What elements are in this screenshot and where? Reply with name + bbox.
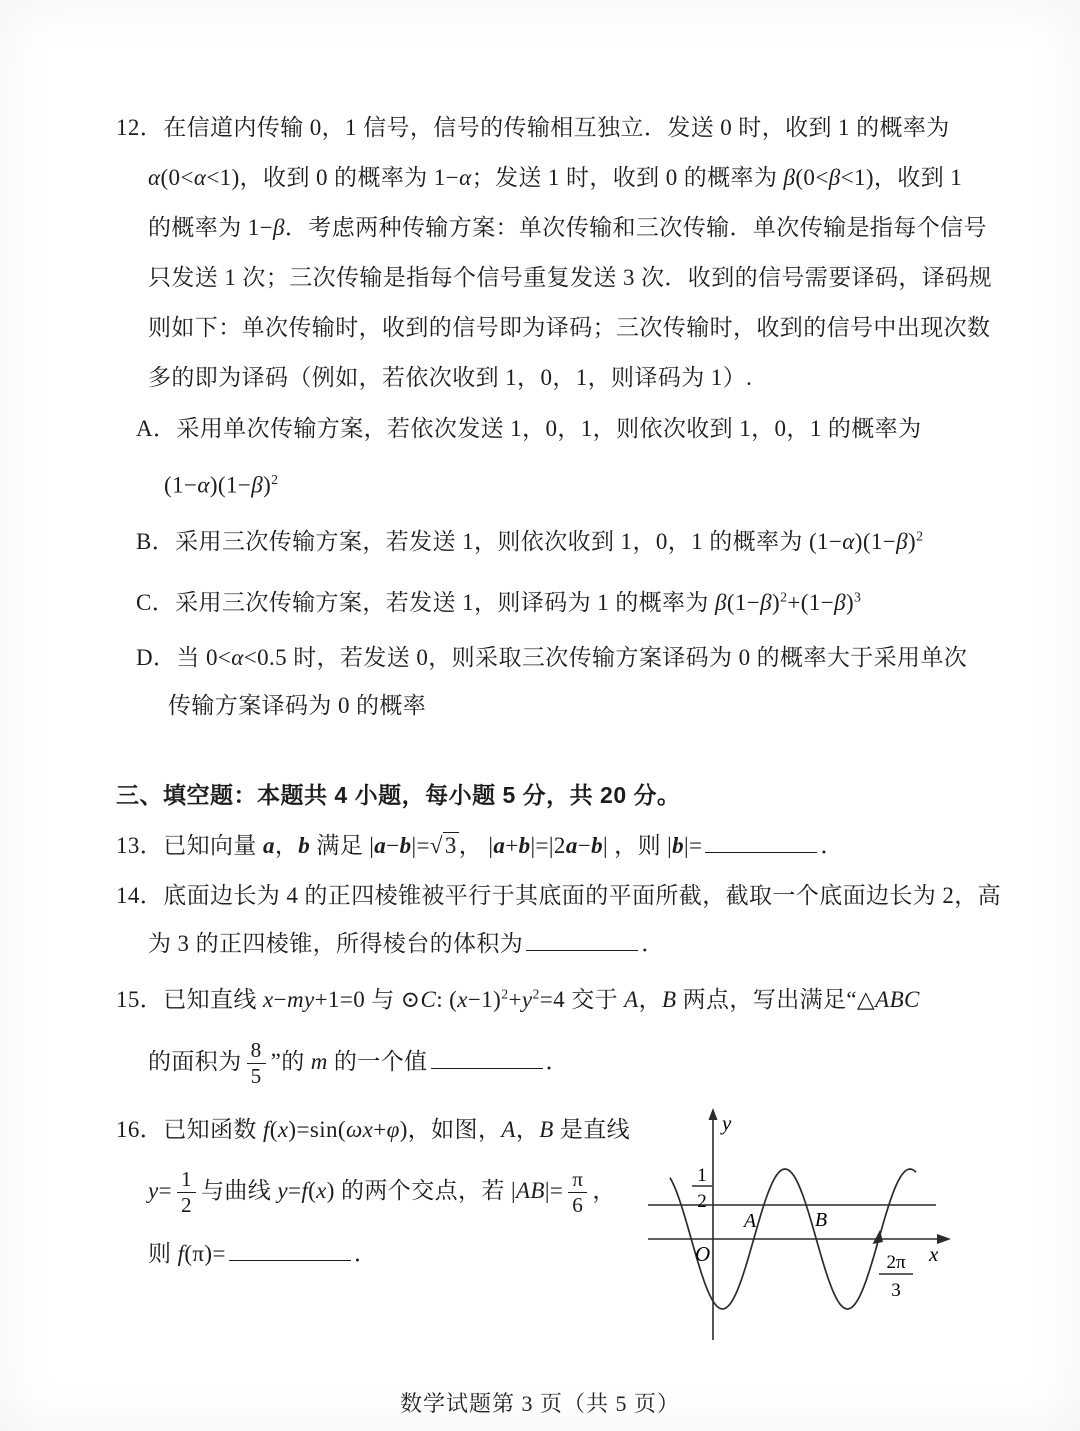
q15-number: 15． (116, 986, 164, 1012)
question-15 (116, 968, 982, 1098)
q13-line (116, 820, 982, 872)
page-footer: 数学试题第 3 页（共 5 页） (399, 1391, 680, 1416)
point-b-label: B (814, 1208, 828, 1231)
q15-line-2: 的面积为 $\frac{8}{5}$ ”的 m 的一个值 ． (148, 1037, 569, 1088)
question-14 (116, 872, 1002, 968)
q16-line-3: 则 f(π)= ． (116, 1226, 982, 1282)
q12-option-b-text: 采用三次传输方案，若发送 1，则依次收到 1，0，1 的概率为 $(1-\alpha)(1-\beta)^2$ (175, 528, 924, 555)
question-16 (116, 1104, 982, 1356)
q14-line-2: 为 3 的正四棱锥，所得棱台的体积为 ． (116, 920, 982, 968)
q12-option-a-formula: $(1-\alpha)(1-\beta)^2$ (164, 472, 279, 498)
section-3-header: 三、填空题：本题共 4 小题，每小题 5 分，共 20 分。 (116, 781, 681, 808)
q12-stem-line-4: 只发送 1 次；三次传输是指每个信号重复发送 3 次．收到的信号需要译码，译码规 (148, 265, 992, 290)
svg-text:2: 2 (697, 1190, 707, 1212)
q12-option-b-label: B． (136, 529, 176, 555)
q12-option-c-text: 采用三次传输方案，若发送 1，则译码为 1 的概率为 $\beta(1-\beta)^2+(1-\beta)^3$ (175, 589, 862, 615)
q12-stem-line-1 (116, 103, 982, 153)
q16-line-2: y= $\frac{1}{2}$ 与曲线 y=f(x) 的两个交点，若 |AB|= $\frac{\pi}{6}$ ， (148, 1166, 616, 1217)
svg-text:1: 1 (697, 1164, 707, 1186)
q12-option-c-label: C． (136, 589, 176, 615)
origin-label: O (695, 1241, 711, 1266)
q16-number: 16． (116, 1116, 164, 1142)
q12-option-d-text: 当 0<α<0.5 时，若发送 0，则采取三次传输方案译码为 0 的概率大于采用单次 (176, 644, 968, 670)
svg-text:2π: 2π (886, 1251, 906, 1273)
q13-text: 已知向量 a，b 满足 |a−b|=√3， |a+b|=|2a−b| ，则 |b|= ． (163, 833, 844, 858)
q15-text-1: 已知直线 x−my+1=0 与 ⊙C: $(x-1)^2+y^2=4$ 交于 A，B 两点，写出满足“△ABC (163, 985, 920, 1012)
q12-option-d-cont: 传输方案译码为 0 的概率 (168, 692, 427, 718)
q14-text-1: 底面边长为 4 的正四棱锥被平行于其底面的平面所截，截取一个底面边长为 2，高 (163, 882, 1002, 908)
point-a-label: A (743, 1209, 757, 1232)
two-pi-thirds-label (879, 1252, 913, 1301)
q12-option-d (116, 632, 982, 684)
q12-option-a-label: A． (136, 416, 177, 441)
y-axis-label: y (722, 1110, 732, 1135)
q16-text-1: 已知函数 f(x)=sin(ωx+φ)，如图，A，B 是直线 (163, 1116, 631, 1142)
q12-stem-text-1: 在信道内传输 0，1 信号，信号的传输相互独立．发送 0 时，收到 1 的概率为 (163, 115, 950, 140)
q12-number: 12． (116, 115, 164, 140)
q12-option-d-label: D． (136, 644, 177, 670)
q13-number: 13． (116, 832, 164, 858)
q12-option-a-text: 采用单次传输方案，若依次发送 1，0，1，则依次收到 1，0，1 的概率为 (176, 416, 922, 441)
q14-number: 14． (116, 882, 164, 908)
q12-option-a (116, 403, 982, 455)
svg-text:3: 3 (891, 1279, 901, 1301)
y-axis-arrow-icon (709, 1108, 718, 1120)
question-13 (116, 820, 982, 872)
q12-stem-line-2: α(0<α<1)，收到 0 的概率为 1−α；发送 1 时，收到 0 的概率为 β(0<β<1)，收到 1 (148, 165, 963, 190)
x-axis-arrow-icon (937, 1234, 951, 1244)
q12-stem-line-3: 的概率为 1−β．考虑两种传输方案：单次传输和三次传输．单次传输是指每个信号 (148, 215, 987, 240)
q12-stem-line-5: 则如下：单次传输时，收到的信号即为译码；三次传输时，收到的信号中出现次数 (148, 315, 991, 340)
q14-line-1 (116, 872, 1002, 920)
q15-line-1 (116, 968, 982, 1026)
q16-figure (613, 1104, 958, 1346)
q12-stem-line-6: 多的即为译码（例如，若依次收到 1，0，1，则译码为 1）. (148, 365, 753, 390)
q12-option-c (116, 568, 982, 632)
x-axis-label: x (929, 1241, 939, 1266)
question-12 (116, 103, 992, 728)
q12-option-b (116, 511, 982, 569)
